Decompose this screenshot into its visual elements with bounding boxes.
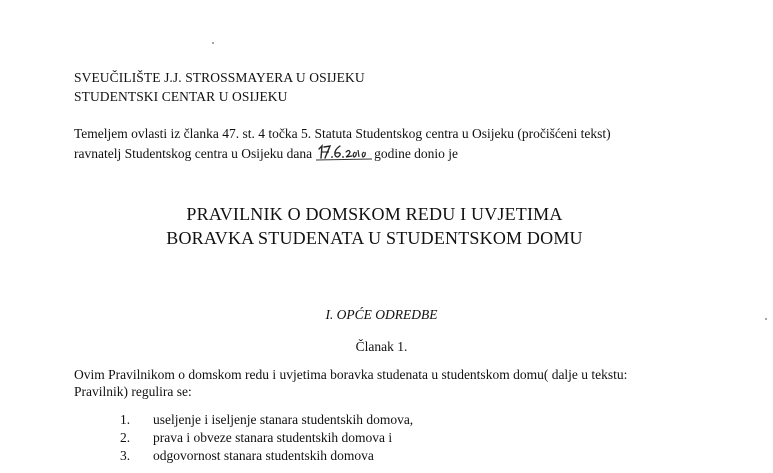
section-heading: I. OPĆE ODREDBE [325,307,438,322]
list-item-text: odgovornost stanara studentskih domova [153,448,374,463]
body-line-2: Pravilnik) regulira se: [74,384,192,399]
list-item-number: 3. [120,448,131,463]
list-item-text: prava i obveze stanara studentskih domova i [153,430,393,445]
list-item-text: useljenje i iseljenje stanara studentskih domova, [153,412,414,427]
preamble-line-1: Temeljem ovlasti iz članka 47. st. 4 točka 5. Statuta Studentskog centra u Osijeku (pročišćeni tekst) [74,126,611,141]
preamble-line-2 [74,144,458,162]
scan-speck [765,318,767,320]
institution-line-2: STUDENTSKI CENTAR U OSIJEKU [74,89,288,104]
document-title-line-1: PRAVILNIK O DOMSKOM REDU I UVJETIMA [186,204,563,224]
article-heading: Članak 1. [355,339,408,354]
handwritten-date [315,144,373,162]
list-item-number: 2. [120,430,131,445]
body-line-1: Ovim Pravilnikom o domskom redu i uvjetima boravka studenata u studentskom domu( dalje u tekstu: [74,367,628,382]
list-item-number: 1. [120,412,131,427]
document-title-line-2: BORAVKA STUDENATA U STUDENTSKOM DOMU [166,228,583,248]
scan-speck [212,42,214,44]
institution-line-1: SVEUČILIŠTE J.J. STROSSMAYERA U OSIJEKU [74,70,365,85]
preamble-line-2-before: ravnatelj Studentskog centra u Osijeku dana [74,146,313,161]
preamble-line-2-after: godine donio je [374,146,459,161]
